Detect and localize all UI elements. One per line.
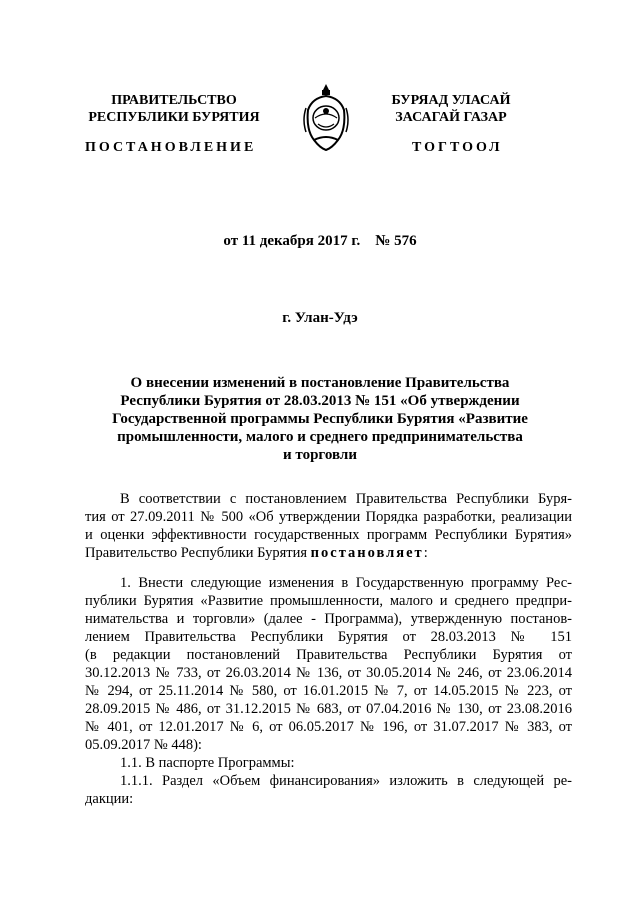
header-right-line1: БУРЯАД УЛАСАЙ <box>391 93 511 108</box>
preamble-paragraph <box>85 490 572 562</box>
text-line: № 294, от 25.11.2014 № 580, от 16.01.2015 № 7, от 14.05.2015 № 223, от <box>85 683 572 699</box>
title-line: О внесении изменений в постановление Правительства <box>130 375 510 391</box>
header-right <box>372 92 530 126</box>
title-line: и торговли <box>283 447 357 463</box>
text-line: Правительство Республики Бурятия <box>85 545 311 561</box>
text-line: 30.12.2013 № 733, от 26.03.2014 № 136, от 30.05.2014 № 246, от 23.06.2014 <box>85 665 572 681</box>
text-line: (в редакции постановлений Правительства Республики Бурятия от <box>85 647 572 663</box>
text-line: № 401, от 12.01.2017 № 6, от 06.05.2017 № 196, от 31.07.2017 № 383, от <box>85 719 572 735</box>
header-left-line2: РЕСПУБЛИКИ БУРЯТИЯ <box>88 110 260 125</box>
text-line: В соответствии с постановлением Правительства Республики Буря- <box>120 491 572 507</box>
text-line: лением Правительства Республики Бурятия от 28.03.2013 № 151 <box>85 629 572 645</box>
text-line-final <box>85 544 572 562</box>
text-line: 1. Внести следующие изменения в Государственную программу Рес- <box>120 575 572 591</box>
text-line: 1.1. В паспорте Программы: <box>120 755 295 771</box>
text-line: нимательства и торговли» (далее - Программа), утвержденную постанов- <box>85 611 572 627</box>
item-paragraph <box>85 574 572 808</box>
header-right-line2: ЗАСАГАЙ ГАЗАР <box>395 110 507 125</box>
text-line: тия от 27.09.2011 № 500 «Об утверждении Порядка разработки, реализации <box>85 509 572 525</box>
header-left-line1: ПРАВИТЕЛЬСТВО <box>111 93 237 108</box>
text-line: публики Бурятия «Развитие промышленности, малого и среднего предпри- <box>85 593 572 609</box>
title-line: Государственной программы Республики Бурятия «Развитие <box>112 411 528 427</box>
city-line: г. Улан-Удэ <box>282 310 358 326</box>
document-title <box>100 374 540 464</box>
colon: : <box>423 545 428 561</box>
resolves-word: постановляет <box>310 545 424 561</box>
doc-type-left: ПОСТАНОВЛЕНИЕ <box>85 140 257 155</box>
date-number-line: от 11 декабря 2017 г. № 576 <box>223 233 417 249</box>
title-line: промышленности, малого и среднего предпринимательства <box>117 429 523 445</box>
text-line: 05.09.2017 № 448): <box>85 737 202 753</box>
text-line: 28.09.2015 № 486, от 31.12.2015 № 683, от 07.04.2016 № 130, от 23.08.2016 <box>85 701 572 717</box>
text-line: дакции: <box>85 791 134 807</box>
title-line: Республики Бурятия от 28.03.2013 № 151 «Об утверждении <box>120 393 520 409</box>
text-line: и оценки эффективности государственных программ Республики Бурятия» <box>85 527 572 543</box>
coat-of-arms-emblem-icon <box>300 80 352 152</box>
header-left <box>85 92 263 126</box>
doc-type-right: ТОГТООЛ <box>412 140 503 155</box>
text-line: 1.1.1. Раздел «Объем финансирования» изложить в следующей ре- <box>120 773 572 789</box>
